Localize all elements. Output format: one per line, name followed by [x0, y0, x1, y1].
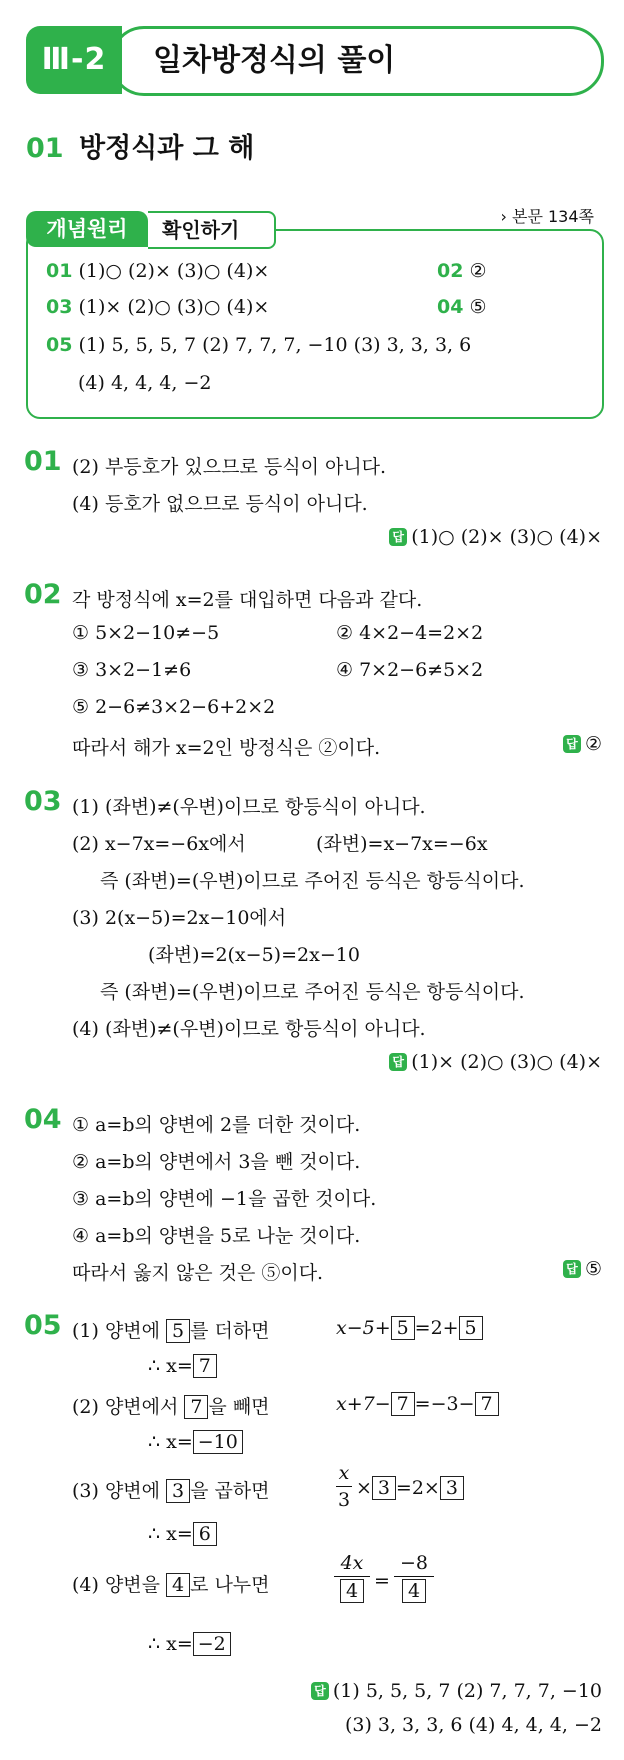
concept-answer: (1) 5, 5, 5, 7 (2) 7, 7, 7, −10 (3) 3, 3, 3, 6	[78, 334, 472, 356]
p05-answer-1	[311, 1680, 602, 1702]
p05-frac-4b	[394, 1552, 434, 1603]
result-prefix: ∴ x=	[148, 1633, 193, 1655]
p05-eq-2	[336, 1392, 499, 1416]
equation-part: =2×	[395, 1477, 440, 1499]
p03-line-6: 즉 (좌변)=(우변)이므로 주어진 등식은 항등식이다.	[100, 981, 525, 1003]
answer-badge: 답	[311, 1682, 329, 1700]
answer-box: 5	[166, 1319, 190, 1343]
answer-box: −2	[193, 1632, 231, 1656]
fraction-bar	[334, 1576, 370, 1577]
p05-eq-1	[336, 1316, 483, 1340]
concept-answer: ⑤	[469, 296, 487, 318]
fraction-bar	[394, 1576, 434, 1577]
concept-num: 03	[46, 296, 73, 318]
answer-box: 3	[440, 1476, 464, 1500]
fraction-numerator: −8	[399, 1552, 428, 1574]
step-label: 을 곱하면	[190, 1480, 270, 1502]
step-label: (2) 양변에서	[72, 1396, 179, 1418]
step-label: (1) 양변에	[72, 1320, 161, 1342]
p02-answer	[563, 733, 602, 755]
answer-text: ⑤	[584, 1258, 602, 1280]
equation-part: =−3−	[414, 1393, 475, 1415]
p01-line-2: (4) 등호가 없으므로 등식이 아니다.	[72, 493, 368, 515]
answer-badge: 답	[563, 1260, 581, 1278]
problem-number: 01	[24, 446, 62, 477]
fraction-numerator: 4x	[340, 1552, 364, 1574]
p03-line-4: (3) 2(x−5)=2x−10에서	[72, 907, 287, 929]
concept-answer: ②	[469, 260, 487, 282]
page-reference-text: 본문 134쪽	[512, 207, 594, 226]
result-prefix: ∴ x=	[148, 1523, 193, 1545]
equation-part: =2+	[414, 1317, 459, 1339]
fraction-denominator: 3	[337, 1489, 351, 1511]
problem-number: 05	[24, 1310, 62, 1341]
chapter-number: Ⅲ-2	[26, 26, 122, 94]
p03-line-3: 즉 (좌변)=(우변)이므로 주어진 등식은 항등식이다.	[100, 870, 525, 892]
concept-tab: 개념원리	[26, 211, 148, 247]
p03-answer	[389, 1051, 602, 1073]
chapter-header	[26, 26, 604, 94]
p03-line-7: (4) (좌변)≠(우변)이므로 항등식이 아니다.	[72, 1018, 426, 1040]
p04-line-4: ④ a=b의 양변을 5로 나눈 것이다.	[72, 1225, 361, 1247]
chapter-title-box	[110, 26, 604, 96]
answer-box: 3	[166, 1479, 190, 1503]
p02-line-5: 따라서 해가 x=2인 방정식은 ②이다.	[72, 737, 381, 759]
chevron-right-icon: ›	[500, 207, 507, 226]
concept-num: 05	[46, 334, 73, 356]
equation-part: ×	[356, 1477, 372, 1499]
step-label: 를 더하면	[190, 1320, 270, 1342]
step-label: 을 빼면	[208, 1396, 270, 1418]
answer-box: 7	[193, 1354, 217, 1378]
answer-box: 5	[391, 1316, 415, 1340]
p02-choice-1: ① 5×2−10≠−5	[72, 622, 220, 644]
step-label: 로 나누면	[190, 1574, 270, 1596]
fraction-denominator	[394, 1579, 434, 1603]
step-label: (3) 양변에	[72, 1480, 161, 1502]
page-reference	[501, 204, 595, 227]
fraction-denominator	[334, 1579, 370, 1603]
concept-num: 01	[46, 260, 73, 282]
p05-eq-4: =	[374, 1570, 390, 1592]
answer-box: 4	[166, 1573, 190, 1597]
p05-result-2	[148, 1430, 243, 1454]
answer-badge: 답	[389, 528, 407, 546]
p03-line-1: (1) (좌변)≠(우변)이므로 항등식이 아니다.	[72, 796, 426, 818]
chapter-title: 일차방정식의 풀이	[153, 43, 396, 78]
answer-badge: 답	[563, 735, 581, 753]
p04-line-1: ① a=b의 양변에 2를 더한 것이다.	[72, 1114, 361, 1136]
concept-row-2b	[437, 296, 487, 318]
p05-answer-2: (3) 3, 3, 3, 6 (4) 4, 4, 4, −2	[344, 1714, 602, 1736]
fraction-bar	[336, 1486, 352, 1487]
check-tab: 확인하기	[148, 211, 276, 249]
p05-frac-3	[336, 1462, 352, 1511]
answer-box: 5	[459, 1316, 483, 1340]
p01-answer	[389, 526, 602, 548]
p05-frac-4a	[334, 1552, 370, 1603]
p03-line-5: (좌변)=2(x−5)=2x−10	[148, 944, 360, 966]
p04-answer	[563, 1258, 602, 1280]
section-number: 01	[26, 133, 64, 164]
concept-num: 04	[437, 296, 464, 318]
concept-answer: (1)○ (2)× (3)○ (4)×	[78, 260, 270, 282]
p04-line-5: 따라서 옳지 않은 것은 ⑤이다.	[72, 1262, 324, 1284]
answer-box: −10	[193, 1430, 243, 1454]
answer-text: (1) 5, 5, 5, 7 (2) 7, 7, 7, −10	[332, 1680, 602, 1702]
problem-number: 03	[24, 786, 62, 817]
concept-row-3	[46, 334, 471, 356]
equation-part: x−5+	[336, 1317, 391, 1339]
concept-row-2a	[46, 296, 269, 318]
p02-choice-5: ⑤ 2−6≠3×2−6+2×2	[72, 696, 276, 718]
answer-box: 7	[184, 1395, 208, 1419]
p05-step-4	[72, 1570, 270, 1597]
p02-choice-4: ④ 7×2−6≠5×2	[336, 659, 484, 681]
answer-text: (1)× (2)○ (3)○ (4)×	[411, 1051, 602, 1073]
concept-num: 02	[437, 260, 464, 282]
p05-step-2	[72, 1392, 270, 1419]
p05-step-3	[72, 1476, 270, 1503]
answer-box: 7	[391, 1392, 415, 1416]
p04-line-2: ② a=b의 양변에서 3을 뺀 것이다.	[72, 1151, 361, 1173]
answer-box: 7	[475, 1392, 499, 1416]
p02-choice-3: ③ 3×2−1≠6	[72, 659, 192, 681]
answer-box: 4	[402, 1579, 426, 1603]
equation-part: x+7−	[336, 1393, 391, 1415]
p03-line-2a: (2) x−7x=−6x에서	[72, 833, 246, 855]
answer-box: 6	[193, 1522, 217, 1546]
concept-row-1a	[46, 260, 269, 282]
section-title-text: 방정식과 그 해	[78, 133, 255, 164]
step-label: (4) 양변을	[72, 1574, 161, 1596]
p05-eq-3	[356, 1476, 464, 1500]
p05-result-1	[148, 1354, 217, 1378]
result-prefix: ∴ x=	[148, 1355, 193, 1377]
p05-result-3	[148, 1522, 217, 1546]
p05-step-1	[72, 1316, 270, 1343]
answer-badge: 답	[389, 1053, 407, 1071]
p02-choice-2: ② 4×2−4=2×2	[336, 622, 484, 644]
answer-text: (1)○ (2)× (3)○ (4)×	[411, 526, 602, 548]
p02-line-1: 각 방정식에 x=2를 대입하면 다음과 같다.	[72, 589, 423, 611]
p04-line-3: ③ a=b의 양변에 −1을 곱한 것이다.	[72, 1188, 377, 1210]
concept-row-1b	[437, 260, 487, 282]
problem-number: 04	[24, 1104, 62, 1135]
concept-answer: (1)× (2)○ (3)○ (4)×	[78, 296, 270, 318]
section-title	[26, 126, 254, 165]
answer-box: 4	[340, 1579, 364, 1603]
problem-number: 02	[24, 579, 62, 610]
answer-text: ②	[584, 733, 602, 755]
answer-box: 3	[372, 1476, 396, 1500]
fraction-numerator: x	[338, 1462, 350, 1484]
concept-row-4: (4) 4, 4, 4, −2	[78, 372, 212, 394]
p05-result-4	[148, 1632, 231, 1656]
result-prefix: ∴ x=	[148, 1431, 193, 1453]
p03-line-2b: (좌변)=x−7x=−6x	[316, 833, 488, 855]
p01-line-1: (2) 부등호가 있으므로 등식이 아니다.	[72, 456, 387, 478]
